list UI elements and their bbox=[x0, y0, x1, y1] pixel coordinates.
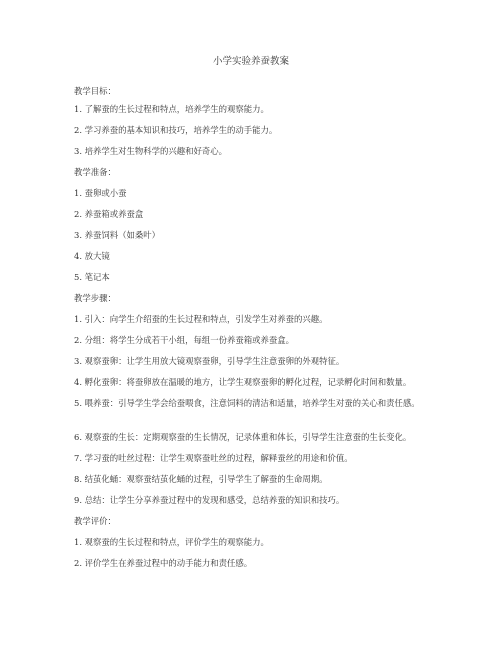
step-item: 1. 引入：向学生介绍蚕的生长过程和特点，引发学生对养蚕的兴趣。 bbox=[74, 314, 328, 324]
goal-item: 1. 了解蚕的生长过程和特点，培养学生的观察能力。 bbox=[74, 104, 269, 114]
prep-item: 3. 养蚕饲料（如桑叶） bbox=[74, 230, 161, 240]
goal-item: 3. 培养学生对生物科学的兴趣和好奇心。 bbox=[74, 146, 228, 156]
section-heading-prep: 教学准备： bbox=[74, 167, 116, 177]
eval-item: 1. 观察蚕的生长过程和特点，评价学生的观察能力。 bbox=[74, 537, 269, 547]
section-heading-steps: 教学步骤： bbox=[74, 293, 116, 303]
step-item: 5. 喂养蚕：引导学生学会给蚕喂食，注意饲料的清洁和适量，培养学生对蚕的关心和责任感。 bbox=[74, 398, 420, 408]
eval-item: 2. 评价学生在养蚕过程中的动手能力和责任感。 bbox=[74, 558, 253, 568]
step-item: 7. 学习蚕的吐丝过程：让学生观察蚕吐丝的过程，解释蚕丝的用途和价值。 bbox=[74, 453, 353, 463]
step-item: 8. 结茧化蛹：观察蚕结茧化蛹的过程，引导学生了解蚕的生命周期。 bbox=[74, 474, 328, 484]
prep-item: 2. 养蚕箱或养蚕盒 bbox=[74, 209, 144, 219]
prep-item: 4. 放大镜 bbox=[74, 251, 110, 261]
step-item: 9. 总结：让学生分享养蚕过程中的发现和感受，总结养蚕的知识和技巧。 bbox=[74, 495, 345, 505]
document-title: 小学实验养蚕教案 bbox=[212, 56, 289, 67]
prep-item: 5. 笔记本 bbox=[74, 272, 110, 282]
prep-item: 1. 蚕卵或小蚕 bbox=[74, 188, 127, 198]
goal-item: 2. 学习养蚕的基本知识和技巧，培养学生的动手能力。 bbox=[74, 125, 278, 135]
step-item: 4. 孵化蚕卵：将蚕卵放在温暖的地方，让学生观察蚕卵的孵化过程，记录孵化时间和数量。 bbox=[74, 377, 412, 387]
section-heading-goals: 教学目标： bbox=[74, 86, 116, 96]
step-item: 6. 观察蚕的生长：定期观察蚕的生长情况，记录体重和体长，引导学生注意蚕的生长变化。 bbox=[74, 432, 412, 442]
section-heading-eval: 教学评价： bbox=[74, 516, 116, 526]
step-item: 3. 观察蚕卵：让学生用放大镜观察蚕卵，引导学生注意蚕卵的外观特征。 bbox=[74, 356, 345, 366]
step-item: 2. 分组：将学生分成若干小组，每组一份养蚕箱或养蚕盒。 bbox=[74, 335, 295, 345]
